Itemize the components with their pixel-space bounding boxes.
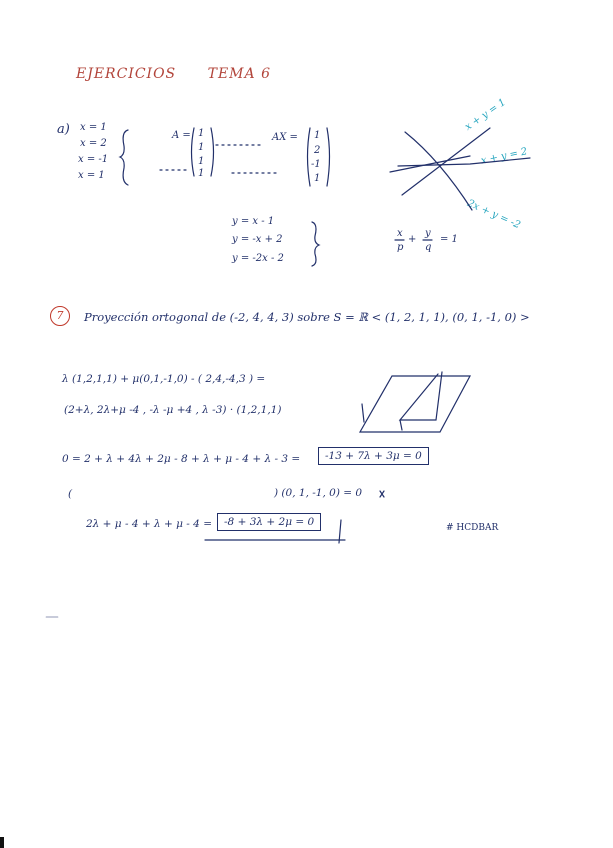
system-eq-1: x = 1	[80, 122, 107, 133]
work-line-5-left: 2λ + μ - 4 + λ + μ - 4 =	[86, 518, 212, 530]
vector-entry-3: -1	[311, 159, 321, 170]
system-eq-4: x = 1	[78, 170, 105, 181]
scan-edge-mark	[0, 837, 4, 848]
title-right: TEMA 6	[207, 66, 271, 82]
graph-line-1	[402, 128, 490, 195]
matrix-a-entry-1: 1	[198, 128, 205, 139]
system-eq-2: x = 2	[80, 138, 107, 149]
projection-triangle	[400, 372, 442, 420]
vector-entry-4: 1	[314, 173, 321, 184]
plane-sketch	[360, 376, 470, 432]
graph-label-1: x + y = 1	[463, 96, 508, 134]
matrix-a-entry-4: 1	[198, 168, 205, 179]
exercise-statement: Proyección ortogonal de (-2, 4, 4, 3) sobre S = ℝ < (1, 2, 1, 1), (0, 1, -1, 0) >	[84, 310, 530, 324]
system-brace	[120, 130, 128, 185]
matrix-a-label: A =	[172, 130, 191, 141]
fraction-numerator-y: y	[425, 228, 431, 239]
fraction-rhs: = 1	[440, 234, 458, 245]
work-line-4-right: ) (0, 1, -1, 0) = 0	[274, 487, 363, 499]
boxed-equation-1: -13 + 7λ + 3μ = 0	[318, 447, 429, 465]
matrix-a-left-bracket	[192, 128, 195, 176]
title-left: EJERCICIOS	[76, 66, 177, 82]
vector-left-bracket	[308, 128, 311, 186]
graph-label-3: 2x + y = -2	[465, 198, 522, 232]
vector-right-bracket	[327, 128, 330, 186]
vector-entry-2: 2	[314, 145, 321, 156]
exercise-number-badge: 7	[50, 306, 70, 326]
system-eq-3: x = -1	[78, 154, 109, 165]
graph-line-2	[398, 158, 530, 166]
fraction-numerator-x: x	[397, 228, 403, 239]
matrix-a-entry-2: 1	[198, 142, 205, 153]
graph-line-3	[405, 132, 472, 210]
work-line-1: λ (1,2,1,1) + μ(0,1,-1,0) - ( 2,4,-4,3 ) =	[62, 373, 266, 385]
graph-label-2: x + y = 2	[480, 146, 529, 167]
work-line-2: (2+λ, 2λ+μ -4 , -λ -μ +4 , λ -3) · (1,2,1,1)	[64, 404, 282, 416]
y-equations-brace	[312, 222, 319, 266]
part-a-label: a)	[57, 122, 70, 137]
matrix-a-entry-3: 1	[198, 156, 205, 167]
plus-sign: +	[408, 234, 417, 245]
y-equation-1: y = x - 1	[232, 216, 275, 227]
vector-entry-1: 1	[314, 130, 321, 141]
y-equation-2: y = -x + 2	[232, 234, 283, 245]
fraction-denominator-q: q	[425, 242, 432, 253]
side-note: # HCDBAR	[446, 523, 499, 533]
work-line-3-left: 0 = 2 + λ + 4λ + 2μ - 8 + λ + μ - 4 + λ - 3 =	[62, 453, 301, 465]
work-line-4-left: (	[68, 488, 73, 500]
x-mark	[380, 491, 384, 497]
fraction-denominator-p: p	[397, 242, 404, 253]
boxed-equation-2: -8 + 3λ + 2μ = 0	[217, 513, 321, 531]
matrix-a-right-bracket	[211, 128, 214, 176]
y-equation-3: y = -2x - 2	[232, 253, 284, 264]
ax-label: AX =	[272, 132, 298, 143]
